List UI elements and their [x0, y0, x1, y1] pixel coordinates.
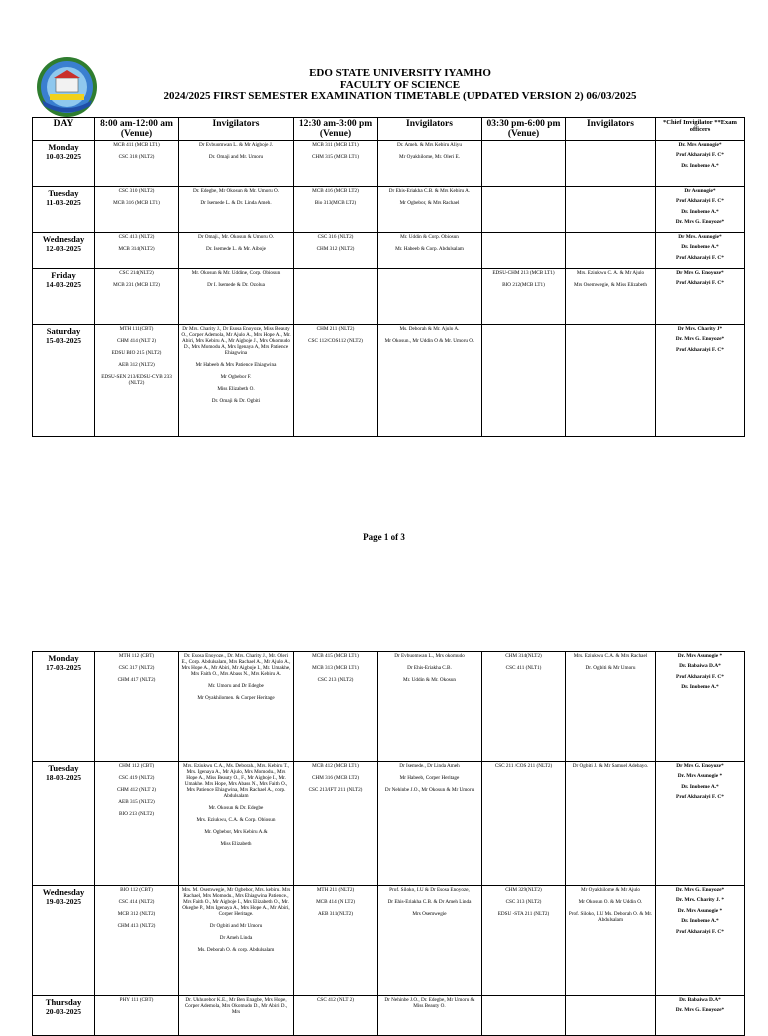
- invigilator-names: Mr Habeeb & Mrs Patience Ehiagwina: [195, 362, 277, 368]
- course-venue: CSC 411 (NLT1): [505, 665, 542, 671]
- course-venue: Bio 313(MCB LT2): [314, 200, 357, 206]
- day-name: Wednesday: [42, 234, 85, 244]
- cell-i3: [566, 886, 656, 996]
- chief-invigilator: Dr. Mrs G. Enoyoze*: [675, 887, 725, 893]
- cell-s3: [482, 652, 566, 762]
- invigilator-names: Mrs. Eziukwu C.A., Ms. Deborah., Mrs. Kebiru T., Mrs. Igenaya A., Mr Ajulo, Mrs Momodu., Mrs Hope A., Miss Beauty O., F., Mr Aigboje I., Mr. Umakhe. Mrs Hope, Mrs Abass N., Mrs Faith O., Mrs Patience Ehiagwina, Mrs Rachael A., corp. Abdulsalam: [183, 763, 289, 799]
- cell-s2: [294, 269, 378, 325]
- cell-s1: [95, 187, 179, 233]
- cell-i2: [378, 996, 482, 1036]
- cell-s3: [482, 886, 566, 996]
- course-venue: CSC 318 (NLT2): [118, 154, 155, 160]
- invigilator-names: Dr Evbuomwan L., Mrs okomudo: [394, 653, 465, 659]
- chief-invigilator: Dr. Inobeme A.*: [681, 684, 719, 691]
- cell-i1: [179, 141, 294, 187]
- course-venue: CHM 314(NLT2): [505, 653, 542, 659]
- course-venue: MCB 411 (MCB LT1): [113, 142, 160, 148]
- invigilator-names: Mr. Uddin & Corp. Obiosun: [400, 234, 459, 240]
- chief-invigilator: Dr. Inobeme A.*: [681, 918, 719, 925]
- day-cell: [33, 996, 95, 1036]
- course-venue: CSC 112/COS112 (NLT2): [308, 338, 363, 344]
- university-name: EDO STATE UNIVERSITY IYAMHO: [309, 67, 491, 79]
- invigilator-names: Mr Okosun O. & Mr Uddin O.: [578, 899, 643, 905]
- invigilator-names: Miss Elizabeth O.: [217, 386, 255, 392]
- invigilator-names: Mr Oyakhilome & Mr Ajulo: [580, 887, 641, 893]
- timetable-title: 2024/2025 FIRST SEMESTER EXAMINATION TIMETABLE (UPDATED VERSION 2) 06/03/2025: [163, 90, 637, 102]
- invigilator-names: Dr. Edegbe, Mr Okosun & Mr. Umoru O.: [192, 188, 280, 194]
- cell-s1: [95, 233, 179, 269]
- cell-i1: [179, 886, 294, 996]
- invigilator-names: Mr Ogbebor F.: [220, 374, 252, 380]
- chief-invigilator: Dr. Mrs. Charity J. *: [675, 897, 725, 904]
- cell-chief: [656, 233, 745, 269]
- invigilator-names: Prof. Siloko, I.U Ms. Deborah O. & Mr. Abdulsalam: [568, 911, 653, 923]
- chief-invigilator: Dr Mrs G. Enoyoze*: [676, 270, 724, 276]
- invigilator-names: Mr. Habeeb & Corp. Abdulsalam: [395, 246, 464, 252]
- day-row: [33, 886, 745, 996]
- chief-invigilator: Dr. Inobeme A.*: [681, 244, 719, 251]
- day-row: [33, 269, 745, 325]
- day-cell: [33, 886, 95, 996]
- invigilator-names: Dr. Ukhurebor K.E., Mr Ben Enagbe, Mrs Hope, Corper Ademola, Mrs Okomudo D., Mr Abiri D., Mrs: [184, 997, 288, 1015]
- invigilator-names: Dr Evbuomwan L. & Mr Aigboje J.: [198, 142, 274, 148]
- invigilator-names: Mr Habeeb, Corper Heritage: [399, 775, 460, 781]
- invigilator-names: Mr. Okosun & Mr. Uddine, Corp. Obiosun: [191, 270, 281, 276]
- day-date: 19-03-2025: [46, 897, 81, 906]
- course-venue: CSC 211 /COS 211 (NLT2): [494, 763, 553, 769]
- course-venue: CHM 329(NLT2): [505, 887, 542, 893]
- chief-invigilator: Dr. Mrs G. Enoyoze*: [675, 219, 725, 226]
- invigilator-names: Dr Omaji., Mr. Okosun & Umoru O.: [197, 234, 275, 240]
- cell-i1: [179, 996, 294, 1036]
- cell-i1: [179, 187, 294, 233]
- course-venue: CSC 317 (NLT2): [118, 665, 155, 671]
- chief-invigilator: Dr. Babaiwa D.A*: [679, 997, 721, 1003]
- course-venue: CSC 313 (NLT2): [505, 899, 542, 905]
- invigilator-names: Dr Ogbiti and Mr Umoru: [209, 923, 263, 929]
- university-logo: [36, 56, 98, 118]
- invigilator-names: Dr Ogbiti J. & Mr Samuel Adebayo.: [572, 763, 649, 769]
- day-name: Tuesday: [48, 763, 79, 773]
- course-venue: CSC 414 (NLT2): [118, 899, 155, 905]
- course-venue: BIO 112 (CBT): [120, 887, 153, 893]
- cell-chief: [656, 886, 745, 996]
- day-date: 12-03-2025: [46, 244, 81, 253]
- col-invigilators-3: Invigilators: [566, 118, 656, 141]
- timetable-page1: [32, 117, 745, 437]
- cell-s1: [95, 269, 179, 325]
- course-venue: CSC 213/IFT 211 (NLT2): [308, 787, 363, 793]
- cell-i3: [566, 652, 656, 762]
- cell-s1: [95, 325, 179, 437]
- invigilator-names: Prof. Siloko, I.U & Dr Esosa Enoyoze,: [389, 887, 470, 893]
- day-row: [33, 141, 745, 187]
- course-venue: CSC 419 (NLT2): [118, 775, 155, 781]
- invigilator-names: Dr Nehinbe J.O., Dr. Edegbe, Mr Umoru & Miss Beauty O.: [384, 997, 475, 1009]
- course-venue: BIO 212(MCB LT1): [502, 282, 545, 288]
- chief-invigilator: Dr. Mrs G. Enoyoze*: [675, 336, 725, 343]
- cell-i3: [566, 187, 656, 233]
- cell-chief: [656, 269, 745, 325]
- course-venue: CHM 413 (NLT2): [117, 923, 156, 929]
- invigilator-names: Miss Elizabeth: [220, 841, 252, 847]
- chief-invigilator: Dr. Babaiwa D.A*: [679, 663, 721, 670]
- cell-s1: [95, 652, 179, 762]
- day-name: Monday: [48, 142, 79, 152]
- chief-invigilator: Dr Asunogie*: [684, 188, 716, 194]
- cell-i2: [378, 652, 482, 762]
- cell-s2: [294, 762, 378, 886]
- cell-chief: [656, 762, 745, 886]
- chief-invigilator: Prof Akharaiyi F. C*: [676, 254, 724, 261]
- invigilator-names: Mrs. Eziukwu C.A. & Mrs Rachael: [573, 653, 648, 659]
- col-chief: *Chief Invigilator **Exam officers: [656, 118, 745, 141]
- course-venue: CHM 315 (MCB LT1): [312, 154, 359, 160]
- day-cell: [33, 187, 95, 233]
- cell-i3: [566, 233, 656, 269]
- day-name: Tuesday: [48, 188, 79, 198]
- cell-s1: [95, 141, 179, 187]
- chief-invigilator: Dr Mrs. Asunogie*: [678, 234, 722, 240]
- chief-invigilator: Prof Akharaiyi F. C*: [676, 346, 724, 353]
- course-venue: AEB 311(NLT2): [318, 911, 353, 917]
- course-venue: MCB 313 (MCB LT1): [312, 665, 359, 671]
- day-name: Friday: [51, 270, 76, 280]
- cell-i2: [378, 233, 482, 269]
- invigilator-names: Mr Oyakhilome, Mr. Oleri E.: [399, 154, 460, 160]
- invigilator-names: Dr I. Isemede & Dr. Ozolua: [207, 282, 265, 288]
- cell-chief: [656, 325, 745, 437]
- cell-chief: [656, 652, 745, 762]
- course-venue: CHM 316 (MCB LT2): [312, 775, 359, 781]
- invigilator-names: Ms. Deborah & Mr. Ajulo A.: [399, 326, 460, 332]
- cell-i2: [378, 762, 482, 886]
- invigilator-names: Mrs. Eziukwu C. A. & Mr Ajulo: [576, 270, 645, 276]
- cell-chief: [656, 187, 745, 233]
- cell-i1: [179, 652, 294, 762]
- invigilator-names: Dr. Ogbiti & Mr Umoru: [585, 665, 636, 671]
- day-row: [33, 762, 745, 886]
- course-venue: MTH 111(CBT): [119, 326, 154, 332]
- chief-invigilator: Dr Mrs. Charity J*: [677, 326, 723, 332]
- course-venue: CSC 213 (NLT2): [317, 677, 354, 683]
- chief-invigilator: Dr. Inobeme A.*: [681, 162, 719, 169]
- cell-s2: [294, 886, 378, 996]
- day-name: Monday: [48, 653, 79, 663]
- cell-i3: [566, 762, 656, 886]
- cell-chief: [656, 996, 745, 1036]
- cell-i3: [566, 996, 656, 1036]
- invigilator-names: Dr. Esosa Enoyoze., Dr. Mrs. Charity J., Mr. Oleri E., Corp. Abdulsalam, Mrs Rachael A., Mr Ajulo A., Mrs Hope A., Mr Abiri, Mr Aigboje I., Mr. Umakhe, Mrs Faith O., Mrs Abass N., Mrs Kebiru A.: [181, 653, 291, 677]
- day-row: [33, 996, 745, 1036]
- invigilator-names: Mrs Osemwegie, & Miss Elizabeth: [573, 282, 648, 288]
- col-slot2: 12:30 am-3:00 pm (Venue): [294, 118, 378, 141]
- invigilator-names: Mr. Umoru and Dr Edegbe: [208, 683, 264, 689]
- col-day: DAY: [33, 118, 95, 141]
- cell-i1: [179, 325, 294, 437]
- day-row: [33, 187, 745, 233]
- invigilator-names: Mr Okosun., Mr Uddin O & Mr. Umoru O.: [384, 338, 475, 344]
- day-cell: [33, 233, 95, 269]
- day-row: [33, 233, 745, 269]
- course-venue: MCB 312 (NLT2): [117, 911, 156, 917]
- invigilator-names: Mr Oyakhilomen. & Corper Heritage: [197, 695, 275, 701]
- course-venue: CSC 413 (NLT2): [118, 234, 155, 240]
- course-venue: CSC 412 (NLT 2): [316, 997, 355, 1003]
- course-venue: CSC 214(NLT2): [119, 270, 154, 276]
- invigilator-names: Dr. Isemede L. & Mr. Aiboje: [206, 246, 266, 252]
- cell-i3: [566, 269, 656, 325]
- cell-i3: [566, 325, 656, 437]
- course-venue: MCB 231 (MCB LT2): [113, 282, 160, 288]
- course-venue: BIO 213 (NLT2): [119, 811, 154, 817]
- day-date: 11-03-2025: [46, 198, 81, 207]
- col-invigilators-2: Invigilators: [378, 118, 482, 141]
- invigilator-names: Mrs Osemwegie: [412, 911, 447, 917]
- course-venue: MCB 416 (MCB LT2): [312, 188, 359, 194]
- day-cell: [33, 762, 95, 886]
- cell-s3: [482, 187, 566, 233]
- col-slot3: 03:30 pm-6:00 pm (Venue): [482, 118, 566, 141]
- course-venue: EDSU-CHM 213 (MCB LT1): [492, 270, 555, 276]
- cell-s3: [482, 233, 566, 269]
- faculty-name: FACULTY OF SCIENCE: [339, 78, 461, 91]
- course-venue: AEB 312 (NLT2): [118, 362, 155, 368]
- chief-invigilator: Prof Akharaiyi F. C*: [676, 794, 724, 801]
- course-venue: CSC 316 (NLT2): [317, 234, 354, 240]
- invigilator-names: Mr. Ogbebor, Mrs Kebiru A.&: [204, 829, 268, 835]
- course-venue: CHM 412 (NLT 2): [116, 787, 157, 793]
- invigilator-names: Dr. Omaji & Dr. Ogbiti: [211, 398, 261, 404]
- course-venue: MCB 412 (MCB LT1): [312, 763, 359, 769]
- invigilator-names: Mrs. M. Osemwegie, Mr Ogbebor, Mrs. kebiru. Mrs Rachael, Mrs Momodu., Mrs Ehiagwina Patience., Mrs Faith O., Mr Aigboje I., Mrs Elizabeth O., Mr. Okegbe P., Mrs Igenaya A., Mrs Hope A., Mr Abiri, Corper Heritage.: [181, 887, 291, 917]
- invigilator-names: Dr Nehinbe J.O., Mr Okosun & Mr Umoru: [384, 787, 475, 793]
- invigilator-names: Dr Ehis-Eriakha C.B.: [407, 665, 452, 671]
- day-cell: [33, 141, 95, 187]
- cell-s3: [482, 141, 566, 187]
- cell-i1: [179, 762, 294, 886]
- course-venue: CSC 310 (NLT2): [118, 188, 155, 194]
- day-date: 18-03-2025: [46, 773, 81, 782]
- col-slot1: 8:00 am-12:00 am (Venue): [95, 118, 179, 141]
- cell-s2: [294, 187, 378, 233]
- cell-i1: [179, 233, 294, 269]
- chief-invigilator: Dr. Mrs G. Enoyoze*: [675, 1007, 725, 1014]
- timetable-page2: [32, 651, 745, 1036]
- cell-s2: [294, 325, 378, 437]
- page-number: Page 1 of 3: [363, 532, 405, 542]
- course-venue: CHM 211 (NLT2): [316, 326, 355, 332]
- cell-i2: [378, 187, 482, 233]
- course-venue: PHY 111 (CBT): [119, 997, 154, 1003]
- invigilator-names: Dr. Ameh. & Mrs Kebiru Aliyu: [397, 142, 462, 148]
- chief-invigilator: Dr. Mrs Asunogie *: [677, 653, 723, 659]
- course-venue: MCB 314(NLT2): [118, 246, 155, 252]
- cell-s2: [294, 233, 378, 269]
- cell-s1: [95, 996, 179, 1036]
- invigilator-names: Dr Ameh Linda: [219, 935, 253, 941]
- cell-i1: [179, 269, 294, 325]
- chief-invigilator: Prof Akharaiyi F. C*: [676, 673, 724, 680]
- chief-invigilator: Dr. Inobeme A.*: [681, 208, 719, 215]
- course-venue: MTH 112 (CBT): [118, 653, 155, 659]
- chief-invigilator: Dr. Mrs Asunogie*: [678, 142, 722, 148]
- day-row: [33, 325, 745, 437]
- invigilator-names: Mrs. Eziukwu, C.A. & Corp. Obiosun: [196, 817, 276, 823]
- chief-invigilator: Dr. Mrs Asunogie *: [677, 773, 723, 780]
- course-venue: CHM 414 (NLT 2): [116, 338, 157, 344]
- course-venue: CHM 417 (NLT2): [117, 677, 156, 683]
- chief-invigilator: Dr. Mrs Asunogie *: [677, 907, 723, 914]
- course-venue: CHM 312 (NLT2): [316, 246, 355, 252]
- course-venue: AEB 315 (NLT2): [118, 799, 155, 805]
- day-cell: [33, 269, 95, 325]
- cell-s1: [95, 886, 179, 996]
- cell-s1: [95, 762, 179, 886]
- chief-invigilator: Prof Akharaiyi F. C*: [676, 152, 724, 159]
- invigilator-names: Dr Mrs. Charity J., Dr Esosa Enoyoze, Miss Beauty O., Corper Ademola, Mr Ajulo A., Mrs Hope A., Mr. Abiri, Mrs Kebiru A., Mr Aigboje J., Mrs Okomudo D., Mrs Momodu A, Mrs Igenaya A, Mrs Patience Ehiagwina: [181, 326, 291, 356]
- course-venue: EDSU BIO 215 (NLT2): [111, 350, 162, 356]
- invigilator-names: Dr Isemede L. & Dr. Linda Ameh.: [200, 200, 272, 206]
- cell-i2: [378, 141, 482, 187]
- invigilator-names: Dr Isemede., Dr Linda Ameh: [399, 763, 460, 769]
- course-venue: EDSU-SEN 213/EDSU-CYB 233 (NLT2): [101, 374, 172, 386]
- day-name: Wednesday: [42, 887, 85, 897]
- course-venue: MCB 415 (MCB LT1): [312, 653, 359, 659]
- day-row: [33, 652, 745, 762]
- day-name: Thursday: [45, 997, 82, 1007]
- chief-invigilator: Dr. Inobeme A.*: [681, 783, 719, 790]
- cell-s2: [294, 996, 378, 1036]
- cell-s3: [482, 269, 566, 325]
- invigilator-names: Dr. Omaji and Mr. Umoru: [208, 154, 264, 160]
- cell-s3: [482, 325, 566, 437]
- chief-invigilator: Prof Akharaiyi F. C*: [676, 928, 724, 935]
- course-venue: EDSU -STA 211 (NLT2): [497, 911, 550, 917]
- course-venue: CHM 112 (CBT): [118, 763, 155, 769]
- header-row: [33, 118, 745, 141]
- day-cell: [33, 325, 95, 437]
- day-date: 17-03-2025: [46, 663, 81, 672]
- cell-s3: [482, 996, 566, 1036]
- cell-i2: [378, 269, 482, 325]
- course-venue: MCB 316 (MCB LT1): [113, 200, 160, 206]
- cell-s2: [294, 652, 378, 762]
- invigilator-names: Mr. Okosun & Dr. Edegbe: [208, 805, 264, 811]
- cell-s3: [482, 762, 566, 886]
- invigilator-names: Dr Ehis-Eriakha C.B. & Mrs Kebiru A.: [388, 188, 471, 194]
- course-venue: MCB 414 (N LT2): [316, 899, 355, 905]
- chief-invigilator: Prof Akharaiyi F. C*: [676, 198, 724, 205]
- cell-i2: [378, 325, 482, 437]
- chief-invigilator: Prof Akharaiyi F. C*: [676, 280, 724, 287]
- invigilator-names: Ms. Deborah O. & corp. Abdulsalam: [197, 947, 275, 953]
- cell-i3: [566, 141, 656, 187]
- day-date: 10-03-2025: [46, 152, 81, 161]
- chief-invigilator: Dr Mrs G. Enoyoze*: [676, 763, 724, 769]
- col-invigilators-1: Invigilators: [179, 118, 294, 141]
- day-cell: [33, 652, 95, 762]
- invigilator-names: Dr Ehis-Eriakha C.B. & Dr Ameh Linda: [387, 899, 472, 905]
- document-header: [120, 68, 680, 103]
- course-venue: MTH 211 (NLT2): [316, 887, 355, 893]
- day-date: 15-03-2025: [46, 336, 81, 345]
- cell-s2: [294, 141, 378, 187]
- cell-i2: [378, 886, 482, 996]
- day-date: 14-03-2025: [46, 280, 81, 289]
- invigilator-names: Mr. Uddin & Mr. Okosun: [402, 677, 457, 683]
- course-venue: MCB 311 (MCB LT1): [312, 142, 359, 148]
- cell-chief: [656, 141, 745, 187]
- day-name: Saturday: [46, 326, 81, 336]
- day-date: 20-03-2025: [46, 1007, 81, 1016]
- invigilator-names: Mr Ogbebor, & Mrs Rachael: [399, 200, 460, 206]
